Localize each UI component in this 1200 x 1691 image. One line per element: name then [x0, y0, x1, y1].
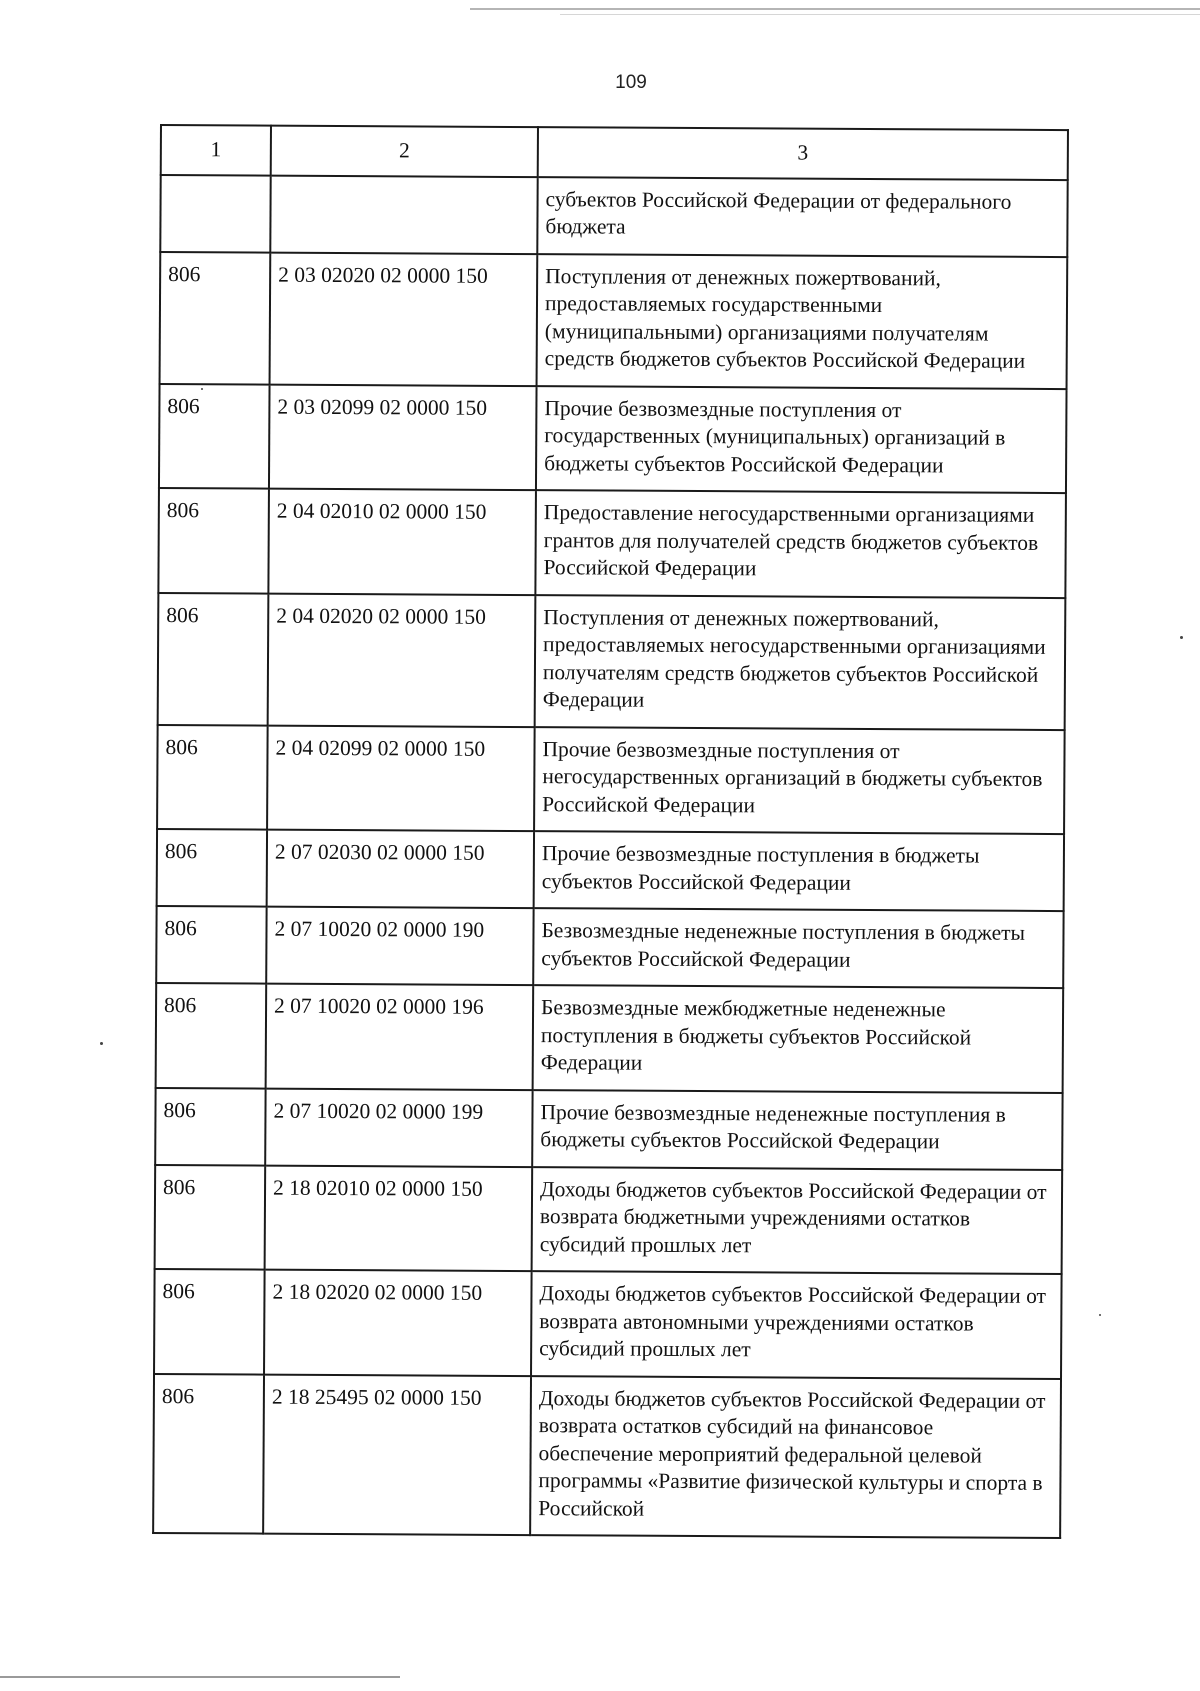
- header-cell-col2: 2: [271, 126, 538, 177]
- page-number: 109: [615, 72, 647, 93]
- table-row: [160, 252, 1068, 389]
- table-row: [155, 1164, 1063, 1274]
- revenue-name-cell: Прочие безвозмездные неденежные поступления в бюджеты субъектов Российской Федерации: [532, 1090, 1062, 1170]
- revenue-name-cell: Доходы бюджетов субъектов Российской Федерации от возврата автономными учреждениями остатков субсидий прошлых лет: [531, 1271, 1062, 1378]
- table-row: [159, 384, 1067, 494]
- table-row: [153, 1373, 1061, 1538]
- scan-speck: [100, 1042, 103, 1045]
- budget-code-cell: 2 03 02099 02 0000 150: [269, 384, 537, 490]
- budget-code-cell: 2 07 10020 02 0000 190: [266, 907, 533, 985]
- scan-speck: [1099, 1314, 1101, 1316]
- table-header-row: [161, 125, 1068, 180]
- table-row: [157, 724, 1065, 834]
- table-row: [156, 906, 1063, 988]
- revenue-name-cell: Предоставление негосударственными организациями грантов для получателей средств бюджетов субъектов Российской Федерации: [535, 490, 1066, 597]
- header-cell-col3: 3: [538, 127, 1068, 179]
- scan-speck: [1180, 636, 1183, 639]
- admin-code-cell: 806: [156, 906, 266, 984]
- budget-code-cell: 2 03 02020 02 0000 150: [270, 252, 538, 385]
- revenue-name-cell: субъектов Российской Федерации от федерального бюджета: [537, 177, 1067, 257]
- admin-code-cell: 806: [155, 1087, 265, 1165]
- admin-code-cell: 806: [155, 1164, 266, 1269]
- budget-code-cell: [270, 175, 537, 253]
- revenue-name-cell: Доходы бюджетов субъектов Российской Федерации от возврата бюджетными учреждениями остатков субсидий прошлых лет: [532, 1167, 1063, 1274]
- admin-code-cell: 806: [156, 983, 267, 1088]
- admin-code-cell: 806: [153, 1373, 264, 1533]
- admin-code-cell: 806: [160, 252, 271, 385]
- budget-code-cell: 2 18 02010 02 0000 150: [265, 1165, 533, 1271]
- scan-edge-top-faint: [560, 14, 1200, 15]
- revenue-name-cell: Поступления от денежных пожертвований, предоставляемых негосударственными организациями получателям средств бюджетов субъектов Российской Федерации: [535, 595, 1066, 730]
- budget-code-cell: 2 07 10020 02 0000 196: [266, 984, 534, 1090]
- table-row: [156, 983, 1064, 1093]
- scan-edge-bottom: [0, 1676, 400, 1678]
- revenue-name-cell: Прочие безвозмездные поступления от негосударственных организаций в бюджеты субъектов Российской Федерации: [534, 727, 1065, 834]
- admin-code-cell: 806: [154, 1269, 265, 1374]
- header-cell-col1: 1: [161, 125, 271, 175]
- table-row: [155, 1087, 1062, 1169]
- budget-code-cell: 2 04 02099 02 0000 150: [267, 725, 535, 831]
- revenue-name-cell: Прочие безвозмездные поступления в бюджеты субъектов Российской Федерации: [534, 831, 1064, 911]
- table-row: [160, 175, 1067, 257]
- budget-code-cell: 2 04 02010 02 0000 150: [268, 489, 536, 595]
- admin-code-cell: 806: [158, 488, 269, 593]
- revenue-name-cell: Безвозмездные неденежные поступления в бюджеты субъектов Российской Федерации: [533, 908, 1063, 988]
- admin-code-cell: 806: [157, 829, 267, 907]
- table-row: [157, 829, 1064, 911]
- table-row: [154, 1269, 1062, 1379]
- budget-code-cell: 2 07 10020 02 0000 199: [265, 1088, 532, 1166]
- admin-code-cell: [160, 175, 270, 253]
- table-row: [158, 488, 1066, 598]
- admin-code-cell: 806: [159, 384, 270, 489]
- revenue-name-cell: Доходы бюджетов субъектов Российской Федерации от возврата остатков субсидий на финансовое обеспечение мероприятий федеральной целевой программы «Развитие физической культуры и спорта в Российской: [530, 1376, 1061, 1538]
- admin-code-cell: 806: [157, 724, 268, 829]
- budget-code-cell: 2 18 02020 02 0000 150: [264, 1270, 532, 1376]
- budget-revenue-table: [152, 124, 1069, 1539]
- budget-code-cell: 2 18 25495 02 0000 150: [263, 1374, 531, 1535]
- admin-code-cell: 806: [158, 592, 269, 725]
- revenue-name-cell: Прочие безвозмездные поступления от государственных (муниципальных) организаций в бюджеты субъектов Российской Федерации: [536, 386, 1067, 493]
- table-row: [158, 592, 1066, 729]
- budget-code-cell: 2 04 02020 02 0000 150: [268, 593, 536, 726]
- scan-edge-top: [470, 8, 1200, 10]
- revenue-name-cell: Поступления от денежных пожертвований, предоставляемых государственными (муниципальными) организациями получателям средств бюджетов субъектов Российской Федерации: [537, 254, 1068, 389]
- revenue-name-cell: Безвозмездные межбюджетные неденежные поступления в бюджеты субъектов Российской Федерации: [533, 985, 1064, 1092]
- budget-code-cell: 2 07 02030 02 0000 150: [267, 830, 534, 908]
